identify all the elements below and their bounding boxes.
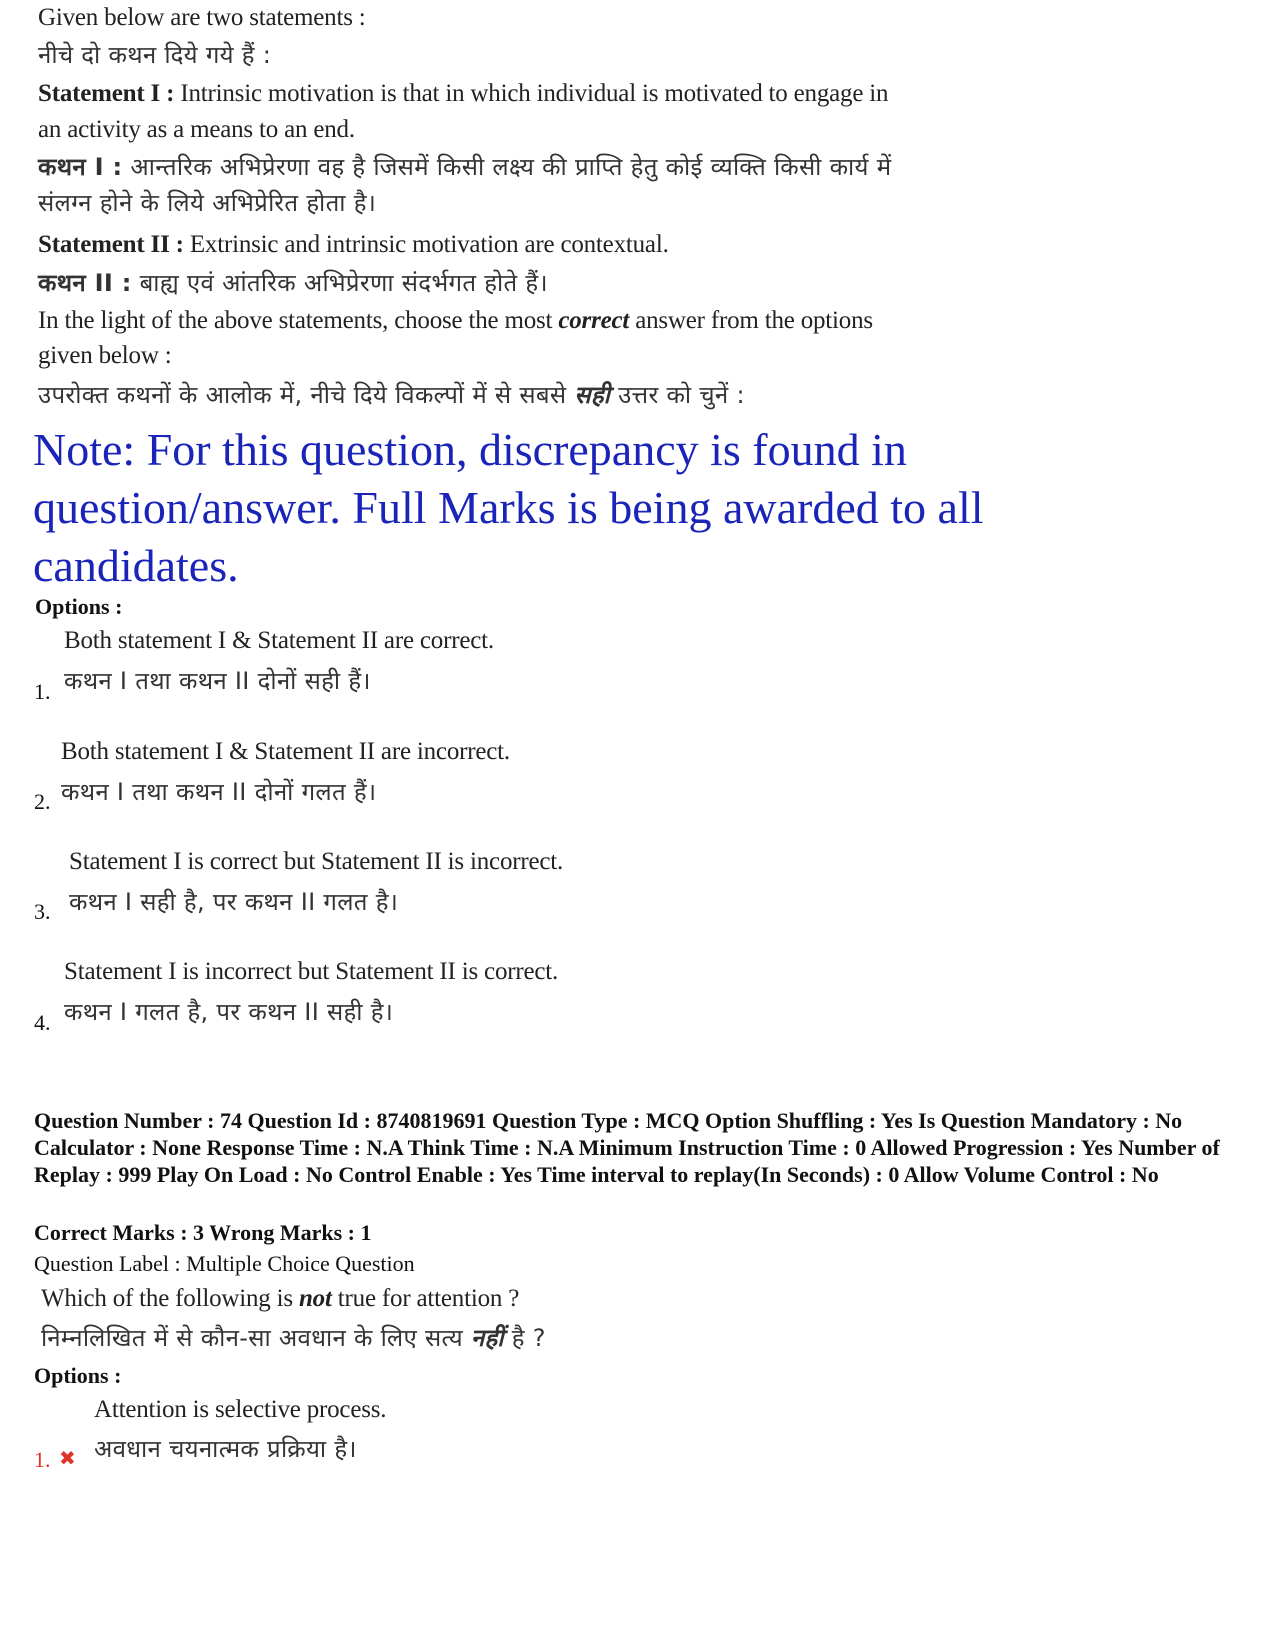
choose-instruction-a: In the light of the above statements, choose the most (38, 307, 553, 334)
question-74-marks: Correct Marks : 3 Wrong Marks : 1 (34, 1220, 372, 1245)
discrepancy-note (33, 421, 1153, 595)
choose-instruction-hi-b: उत्तर को चुनें : (618, 381, 745, 409)
question-74-options-label: Options : (34, 1363, 122, 1388)
statement-2-label: Statement II : (38, 231, 184, 258)
statement-1-text: Intrinsic motivation is that in which individual is motivated to engage in (180, 80, 889, 107)
option-2-en: Both statement I & Statement II are incorrect. (61, 738, 510, 765)
choose-instruction-em: correct (558, 307, 630, 334)
options-label: Options : (35, 594, 123, 619)
question-74-text-a: Which of the following is (41, 1285, 293, 1312)
option-4-number: 4. (34, 1010, 51, 1035)
choose-instruction-b: answer from the options (635, 307, 873, 334)
option-4-en: Statement I is incorrect but Statement II is correct. (64, 958, 559, 985)
choose-instruction-hi (38, 378, 745, 411)
intro-hi: नीचे दो कथन दिये गये हैं : (38, 41, 272, 69)
note-line-1: Note: For this question, discrepancy is found in (33, 424, 907, 475)
statement-1-label: Statement I : (38, 80, 175, 107)
statement-2 (38, 231, 669, 259)
option-3-number: 3. (34, 899, 51, 924)
choose-instruction-cont: given below : (38, 342, 172, 369)
choose-instruction-hi-em: सही (574, 381, 611, 409)
question-74-text-em: not (298, 1285, 332, 1312)
statement-2-hi-label: कथन II : (38, 269, 132, 297)
question-74-meta: Question Number : 74 Question Id : 8740819691 Question Type : MCQ Option Shuffling : Yes Is Question Mandatory : No Calculator : None Response Time : N.A Think Time : N.A Minimum Instruction Time : 0 Allowed Progression : Yes Number of Replay : 999 Play On Load : No Control Enable : Yes Time interval to replay(In Seconds) : 0 Allow Volume Control : No (34, 1108, 1220, 1187)
statement-1-text-cont: an activity as a means to an end. (38, 116, 355, 143)
statement-2-hi (38, 266, 548, 299)
statement-2-hi-text: बाह्य एवं आंतरिक अभिप्रेरणा संदर्भगत होते हैं। (139, 269, 548, 297)
option-2-hi: कथन I तथा कथन II दोनों गलत हैं। (61, 778, 377, 806)
option-1-en: Both statement I & Statement II are correct. (64, 627, 494, 654)
question-74-text-hi-b: है ? (511, 1324, 546, 1352)
option-3-en: Statement I is correct but Statement II is incorrect. (69, 848, 564, 875)
option-3-hi: कथन I सही है, पर कथन II गलत है। (69, 888, 399, 916)
choose-instruction-hi-a: उपरोक्त कथनों के आलोक में, नीचे दिये विकल्पों में से सबसे (38, 381, 567, 409)
question-74-text-b: true for attention ? (337, 1285, 520, 1312)
q74-option-1-number: 1. (34, 1447, 51, 1472)
statement-1-hi-label: कथन I : (38, 153, 123, 181)
statement-1-hi (38, 150, 891, 183)
option-4-hi: कथन I गलत है, पर कथन II सही है। (64, 998, 394, 1026)
q74-option-1-hi: अवधान चयनात्मक प्रक्रिया है। (94, 1435, 357, 1463)
question-74-label: Question Label : Multiple Choice Question (34, 1251, 415, 1276)
question-74-text-hi-a: निम्नलिखित में से कौन-सा अवधान के लिए सत्य (41, 1324, 463, 1352)
statement-2-text: Extrinsic and intrinsic motivation are contextual. (189, 231, 669, 258)
statement-1 (38, 80, 888, 108)
question-74-text-hi-em: नहीं (470, 1324, 504, 1352)
q74-option-1-en: Attention is selective process. (94, 1396, 387, 1423)
option-1-number: 1. (34, 679, 51, 704)
option-2-number: 2. (34, 789, 51, 814)
question-74-text-hi (41, 1321, 546, 1354)
note-line-3: candidates. (33, 540, 239, 591)
statement-1-hi-text: आन्तरिक अभिप्रेरणा वह है जिसमें किसी लक्ष्य की प्राप्ति हेतु कोई व्यक्ति किसी कार्य में (130, 153, 892, 181)
wrong-answer-icon: ✖ (59, 1446, 76, 1470)
note-line-2: question/answer. Full Marks is being awarded to all (33, 482, 984, 533)
option-1-hi: कथन I तथा कथन II दोनों सही हैं। (64, 667, 371, 695)
statement-1-hi-cont: संलग्न होने के लिये अभिप्रेरित होता है। (38, 189, 377, 217)
intro-en: Given below are two statements : (38, 4, 366, 31)
question-74-text (41, 1285, 519, 1313)
choose-instruction (38, 307, 873, 335)
